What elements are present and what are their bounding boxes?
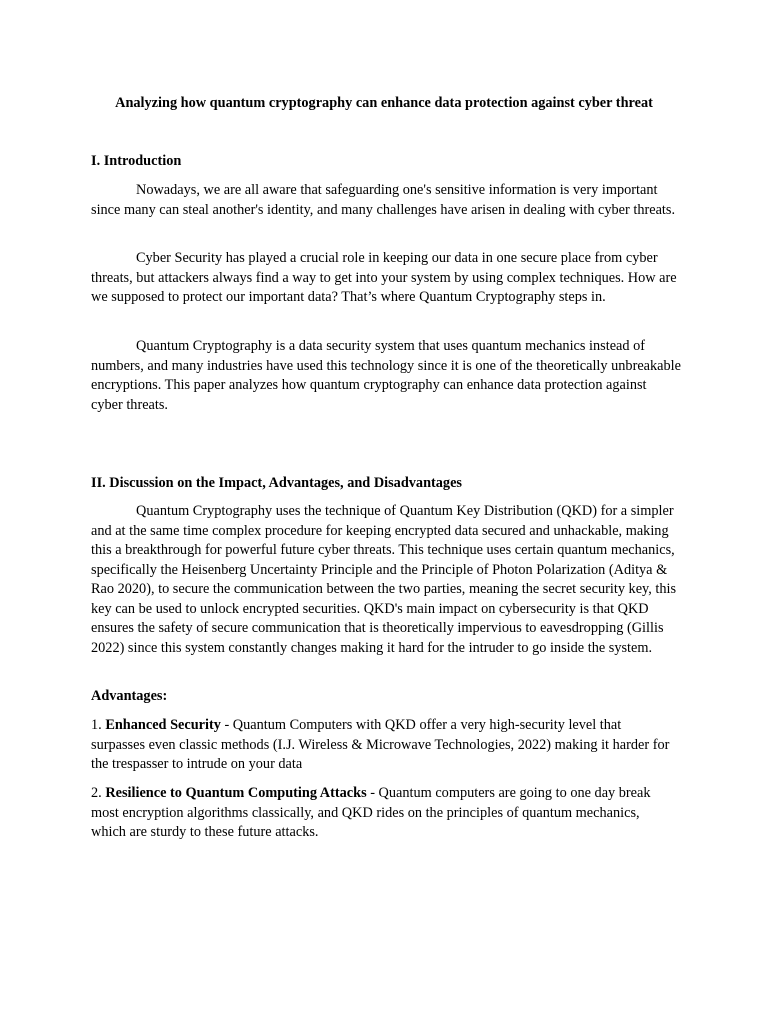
intro-paragraph-2: Cyber Security has played a crucial role in keeping our data in one secure place from cyber threats, but attackers always find a way to get into your system by using complex techniques. How are we supposed to protect our important data? That’s where Quantum Cryptography steps in. [91,250,677,305]
intro-paragraph-1: Nowadays, we are all aware that safeguarding one's sensitive information is very important since many can steal another's identity, and many challenges have arisen in dealing with cyber threats. [91,182,676,218]
discussion-paragraph: Quantum Cryptography uses the technique of Quantum Key Distribution (QKD) for a simpler and at the same time complex procedure for keeping encrypted data secured and unhackable, making this a breakthrough for powerful future cyber threats. This technique uses certain quantum mechanics, specifically the Heisenberg Uncertainty Principle and the Principle of Photon Polarization (Aditya & Rao 2020), to secure the communication between the two parties, meaning the secret security key, this key can be used to unlock encrypted securities. QKD's main impact on cybersecurity is that QKD ensures the safety of secure communication that is theoretically impervious to eavesdropping (Gillis 2022) since this system constantly changes making it hard for the intruder to go inside the system. [91,503,677,656]
advantage-term: Resilience to Quantum Computing Attacks [105,785,367,801]
advantage-item-2 [91,784,677,843]
section-heading-introduction: I. Introduction [91,153,182,169]
section-heading-discussion: II. Discussion on the Impact, Advantages, and Disadvantages [91,475,462,491]
advantages-heading: Advantages: [91,688,168,704]
advantage-number: 1. [91,717,102,733]
advantage-term: Enhanced Security [105,717,221,733]
document-title: Analyzing how quantum cryptography can enhance data protection against cyber threat [115,95,653,111]
advantage-item-1 [91,716,677,775]
advantage-number: 2. [91,785,102,801]
advantage-text: - Quantum computers are going to one day break most encryption algorithms classically, and QKD rides on the principles of quantum mechanics, which are sturdy to these future attacks. [91,785,651,840]
intro-paragraph-3: Quantum Cryptography is a data security system that uses quantum mechanics instead of numbers, and many industries have used this technology since it is one of the theoretically unbreakable encryptions. This paper analyzes how quantum cryptography can enhance data protection against cyber threats. [91,338,681,413]
advantage-text: - Quantum Computers with QKD offer a very high-security level that surpasses even classic methods (I.J. Wireless & Microwave Technologies, 2022) making it harder for the trespasser to intrude on your data [91,717,670,772]
